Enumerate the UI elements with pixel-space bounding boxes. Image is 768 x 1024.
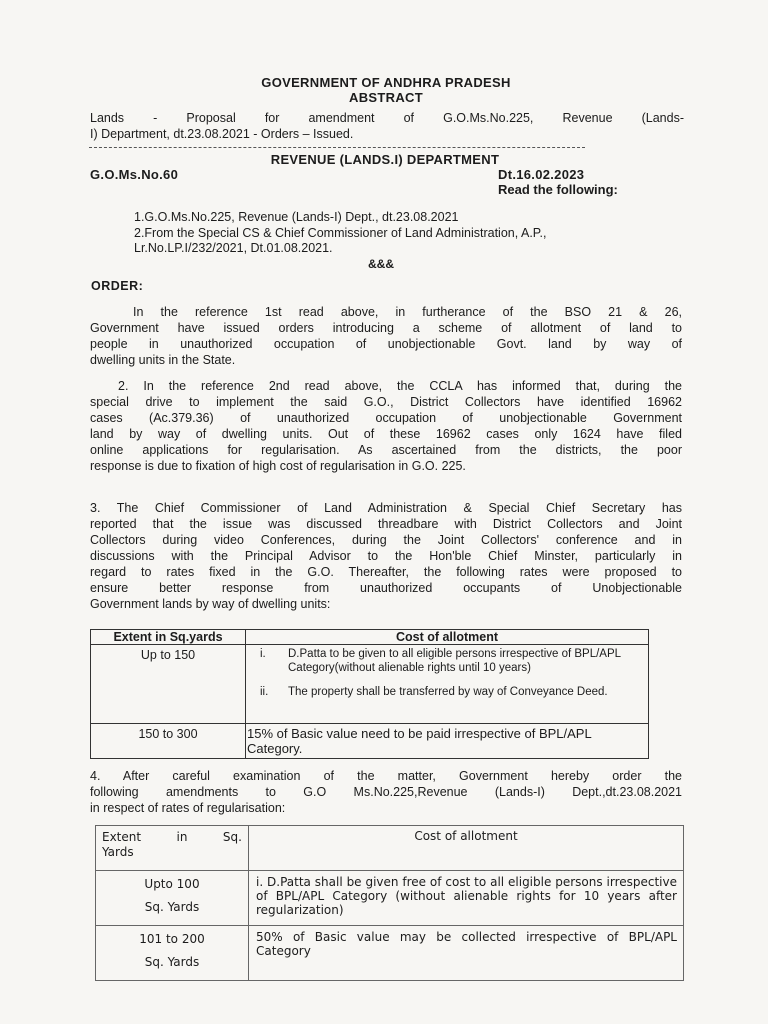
- extent-cell: 150 to 300: [91, 724, 246, 759]
- order-heading: ORDER:: [91, 279, 144, 293]
- reference-item: 2.From the Special CS & Chief Commissioner of Land Administration, A.P.,: [134, 225, 547, 240]
- amended-rates-table: [95, 825, 684, 981]
- table-header-cost: Cost of allotment: [246, 630, 649, 645]
- separator: &&&: [368, 257, 394, 271]
- cost-cell: 50% of Basic value may be collected irrespective of BPL/APL Category: [249, 926, 684, 981]
- paragraph-1: In the reference 1st read above, in furtherance of the BSO 21 & 26, Government have issued orders introducing a scheme of allotment of land to people in unauthorized occupation of unobjectionable Govt. land by way of dwelling units in the State.: [90, 305, 682, 367]
- divider: [89, 147, 585, 148]
- cost-cell: 15% of Basic value need to be paid irrespective of BPL/APL Category.: [246, 724, 649, 759]
- read-following: Read the following:: [498, 182, 618, 197]
- table-row: [96, 871, 684, 926]
- reference-item: Lr.No.LP.I/232/2021, Dt.01.08.2021.: [134, 241, 333, 255]
- cost-cell: [246, 645, 649, 724]
- reference-item: 1.G.O.Ms.No.225, Revenue (Lands-I) Dept., dt.23.08.2021: [134, 210, 459, 224]
- table-header-extent: Extent in Sq. Yards: [96, 826, 249, 871]
- list-item: ii. The property shall be transferred by way of Conveyance Deed.: [260, 686, 608, 698]
- paragraph-3: 3. The Chief Commissioner of Land Administration & Special Chief Secretary has reported that the issue was discussed threadbare with District Collectors and Joint Collectors during video Conferences, during the Joint Collectors' conference and in discussions with the Principal Advisor to the Hon'ble Chief Minster, particularly in regard to rates fixed in the G.O. Thereafter, the following rates were proposed to ensure better response from unauthorized occupants of Unobjectionable Government lands by way of dwelling units:: [90, 501, 682, 611]
- table-row: [91, 724, 649, 759]
- government-title: GOVERNMENT OF ANDHRA PRADESH: [261, 75, 511, 90]
- cost-cell: i. D.Patta shall be given free of cost to all eligible persons irrespective of BPL/APL Category (without alienable rights for 10 years after regularization): [249, 871, 684, 926]
- abstract-title: ABSTRACT: [349, 90, 423, 105]
- table-row: [91, 645, 649, 724]
- references: [134, 210, 546, 257]
- list-item: i. D.Patta to be given to all eligible persons irrespective of BPL/APL Category(without alienable rights until 10 years): [260, 648, 621, 674]
- table-row: [96, 926, 684, 981]
- table-header-extent: Extent in Sq.yards: [91, 630, 246, 645]
- extent-cell: Upto 100 Sq. Yards: [96, 871, 249, 926]
- table-header-cost: Cost of allotment: [249, 826, 684, 871]
- go-number: G.O.Ms.No.60: [90, 167, 179, 182]
- rates-proposed-table: [90, 629, 649, 759]
- go-date: Dt.16.02.2023: [498, 167, 585, 182]
- subject-line-2: I) Department, dt.23.08.2021 - Orders – Issued.: [90, 127, 354, 141]
- subject: [90, 110, 684, 142]
- extent-cell: 101 to 200 Sq. Yards: [96, 926, 249, 981]
- department-title: REVENUE (LANDS.I) DEPARTMENT: [270, 152, 500, 167]
- paragraph-4: 4. After careful examination of the matter, Government hereby order the following amendments to G.O Ms.No.225,Revenue (Lands-I) Dept.,dt.23.08.2021 in respect of rates of regularisation:: [90, 769, 682, 815]
- paragraph-2: 2. In the reference 2nd read above, the CCLA has informed that, during the special drive to implement the said G.O., District Collectors have identified 16962 cases (Ac.379.36) of unauthorized occupation of unobjectionable Government land by way of dwelling units. Out of these 16962 cases only 1624 have filed online applications for regularisation. As ascertained from the districts, the poor response is due to fixation of high cost of regularisation in G.O. 225.: [90, 379, 682, 473]
- subject-line-1: Lands - Proposal for amendment of G.O.Ms.No.225, Revenue (Lands-: [90, 111, 684, 125]
- extent-cell: Up to 150: [91, 645, 246, 724]
